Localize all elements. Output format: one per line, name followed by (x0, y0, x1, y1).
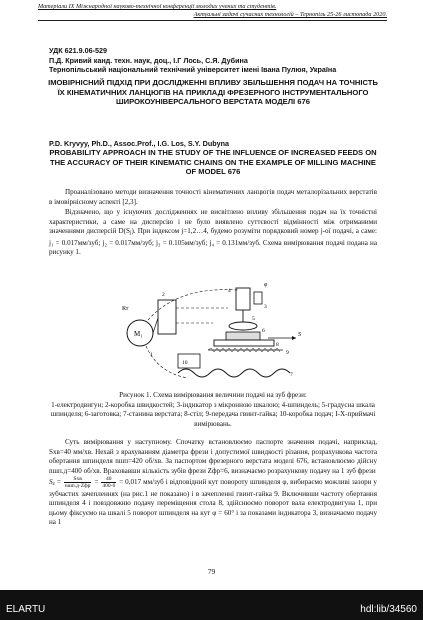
workpiece-6 (226, 332, 260, 340)
label-3: 3 (264, 304, 267, 310)
gearbox-2 (158, 300, 176, 334)
caption-items: 1-електродвигун; 2-коробка швидкостей; 3-індикатор з мікронною шкалою; 4-шпиндель; 5-градусна шкала шпинделя; 6-заготовка; 7-станина верстата; 8-стіл; 9-передача гвинт-гайка; 10-коробка подач; I-X-приймачі вимірювань. (50, 400, 376, 428)
authors-ua: П.Д. Кривий канд. техн. наук, доц., І.Г Лось, С.Я. Дубина (49, 55, 248, 65)
running-header (38, 3, 387, 21)
kt-label: Кт (122, 306, 129, 312)
figure-caption (49, 391, 377, 429)
title-ukrainian: ІМОВІРНІСНИЙ ПІДХІД ПРИ ДОСЛІДЖЕННІ ВПЛИВУ ЗБІЛЬШЕННЯ ПОДАЧ НА ТОЧНІСТЬ ЇХ КІНЕМАТИЧНИХ ЛАНЦЮГІВ НА ПРИКЛАДІ ФРЕЗЕРНОГО ІНСТРУМЕНТАЛЬНОГО ШИРОКОУНІВЕРСАЛЬНОГО ВЕРСТАТА МОДЕЛІ 676 (48, 78, 378, 107)
paragraph-3: Суть вимірювання у наступному. Спочатку встановлюємо паспорте значення подачі, наприклад, Sхв=40 мм/хв. Нехай з врахуванням діаметра фрези і допустимої швидкості різання, розрахункова частота обертання шпинделя nшп=420 об/хв. За паспортом фрезерного верстата моделі 676, встановлюємо дійсну nшп.д=400 об/хв. Враховавши кількість зубів фрези Zфр=6, визначаємо розрахункову подачу на 1 зуб фрези Sz = $\frac{\text{Sхв}}{\text{nшп.д·Zфр}}$ = $\frac{40}{400\cdot 6}$ = 0,017 мм/зуб і відповідний кут повороту шпинделя φ, вибираємо можливі зазори у зубчастих зачепленнях (на рис.1 не показано) і в зачепленні гвинт-гайка 9. Включивши частоту обертання шпинделя 4 і повздовжню подачу переміщення стола 8, здійснюємо поворот вала електродвигуна 1, при цьому фіксуємо на шкалі 5 поворот шпинделя на кут φ = 60° і за показами індикатора 3, визначаємо подачу на 1 (49, 438, 377, 527)
label-6: 6 (262, 328, 265, 334)
cutter (229, 322, 257, 330)
header-line-1: Матеріали IX Міжнародної науково-технічної конференції молодих учених та студентів. (38, 3, 277, 10)
formula-fraction-2: $\frac{40}{400\cdot 6}$ (102, 476, 116, 489)
indicator-3 (254, 292, 262, 304)
label-8: 8 (276, 342, 279, 348)
article-meta (49, 46, 379, 75)
spindle-4 (236, 288, 250, 310)
label-10: 10 (182, 360, 188, 366)
motor-label: M₁ (134, 330, 143, 338)
formula-line: Sz = $\frac{\text{Sхв}}{\text{nшп.д·Zфр}}$ = $\frac{40}{400\cdot 6}$ = 0,017 мм/зуб і відповідний кут повороту шпинделя φ, вибираємо можливі зазори у зубчастих зачепленнях (на рис.1 не показано) і в зачепленні гвинт-гайка 9. Включивши частоту обертання шпинделя 4 і повздовжню подачу переміщення стола 8, здійснюємо поворот вала електродвигуна 1, при цьому фіксуємо на шкалі 5 поворот шпинделя на кут φ = 60° і за показами індикатора 3, визначаємо подачу на 1 (49, 476, 377, 527)
udc-code: УДК 621.9.06-529 (49, 46, 107, 55)
measurement-scheme-figure (118, 278, 308, 390)
authors-english: P.D. Kryvyy, Ph.D., Assoc.Prof., I.G. Los, S.Y. Dubyna (49, 139, 230, 148)
footer-handle[interactable]: hdl:lib/34560 (360, 604, 417, 615)
formula-fraction-1: $\frac{\text{Sхв}}{\text{nшп.д·Zфр}}$ (64, 476, 91, 489)
label-9: 9 (286, 350, 289, 356)
feed-s-label: S (298, 332, 301, 338)
label-1: 1 (150, 352, 153, 358)
label-4: 4 (228, 288, 231, 294)
page-number: 79 (207, 567, 216, 576)
caption-title: Рисунок 1. Схема вимірювання величини подачі на зуб фрези: (119, 391, 307, 399)
paragraph-2: Відзначено, що у існуючих дослідженнях не висвітлено впливу збільшення подач на їх точністні характеристики, а саме на дисперсію і не було виявлено суттєвості відмінності між отриманими значеннями дисперсій D(Sj). При індексом j=1,2…4, будемо розуміти порядковий номер j-ої подачі, а саме: j₁ = 0.017мм/зуб; j₂ = 0.017мм/зуб; j₃ = 0.105мм/зуб; j₄ = 0.131мм/зуб. Схема вимірювання подачі подана на рисунку 1. (49, 208, 378, 256)
institution: Тернопільський національний технічний університет імені Івана Пулюя, Україна (49, 65, 337, 75)
repository-footer (0, 590, 423, 620)
angle-phi-label: φ (264, 282, 268, 288)
label-5: 5 (252, 316, 255, 322)
footer-repository-name[interactable]: ELARTU (6, 604, 46, 615)
title-english: PROBABILITY APPROACH IN THE STUDY OF THE INFLUENCE OF INCREASED FEEDS ON THE ACCURACY OF THEIR KINEMATIC CHAINS ON THE EXAMPLE OF MILLING MACHINE OF MODEL 676 (49, 148, 377, 177)
label-2: 2 (162, 292, 165, 298)
header-line-2: Актуальні задачі сучасних технологій – Тернопіль 25-26 листопада 2020. (38, 11, 387, 21)
label-7: 7 (290, 372, 293, 378)
paragraph-1: Проаналізовано методи визначення точності кінематичних ланцюгів подач металорізальних верстатів в імовірнісному аспекті [2,3]. (49, 188, 377, 206)
table-8 (214, 340, 274, 346)
bed-7 (178, 369, 290, 377)
